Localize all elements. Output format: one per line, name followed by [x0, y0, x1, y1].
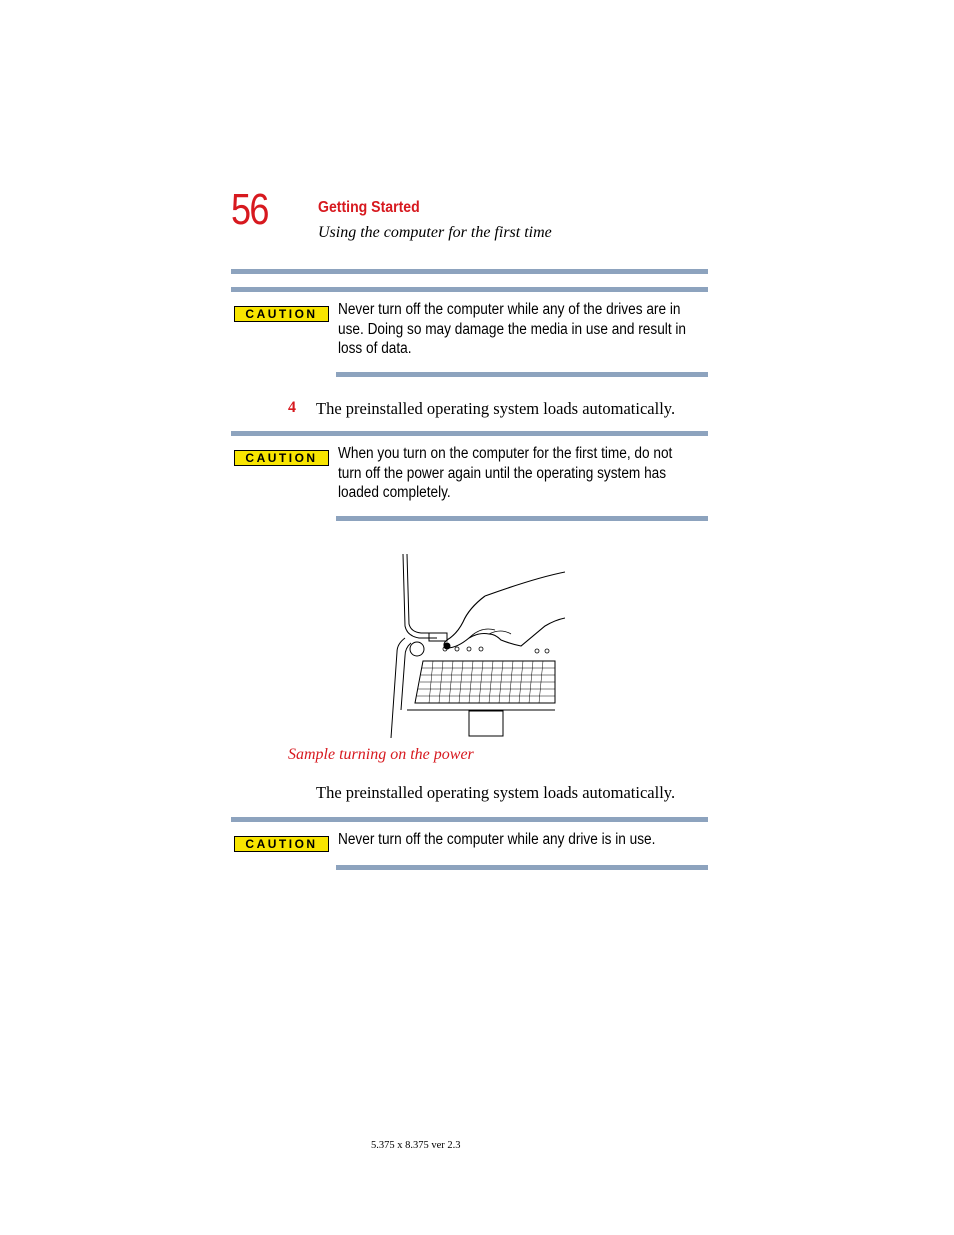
- figure-caption: Sample turning on the power: [288, 746, 474, 763]
- caution-top-rule: [231, 817, 708, 822]
- caution-bottom-rule: [336, 516, 708, 521]
- laptop-power-illustration: [385, 548, 565, 743]
- caution-text: When you turn on the computer for the first time, do not turn off the power again until the operating system has loaded completely.: [338, 445, 673, 501]
- step-text: The preinstalled operating system loads automatically.: [316, 399, 676, 418]
- caution-bottom-rule: [336, 372, 708, 377]
- caution-badge: CAUTION: [234, 306, 329, 322]
- caution-top-rule: [231, 431, 708, 436]
- page-footer: 5.375 x 8.375 ver 2.3: [371, 1140, 461, 1151]
- caution-bottom-rule: [336, 865, 708, 870]
- chapter-title: Getting Started: [318, 199, 420, 216]
- caution-top-rule: [231, 287, 708, 292]
- section-title: Using the computer for the first time: [318, 224, 552, 241]
- body-paragraph: The preinstalled operating system loads automatically.: [316, 783, 676, 802]
- caution-badge: CAUTION: [234, 836, 329, 852]
- page-number: 56: [231, 185, 268, 234]
- caution-text: Never turn off the computer while any of the drives are in use. Doing so may damage the media in use and result in loss of data.: [338, 301, 687, 357]
- step-number: 4: [288, 399, 296, 416]
- caution-text: Never turn off the computer while any drive is in use.: [338, 831, 656, 848]
- divider: [231, 269, 708, 274]
- caution-badge: CAUTION: [234, 450, 329, 466]
